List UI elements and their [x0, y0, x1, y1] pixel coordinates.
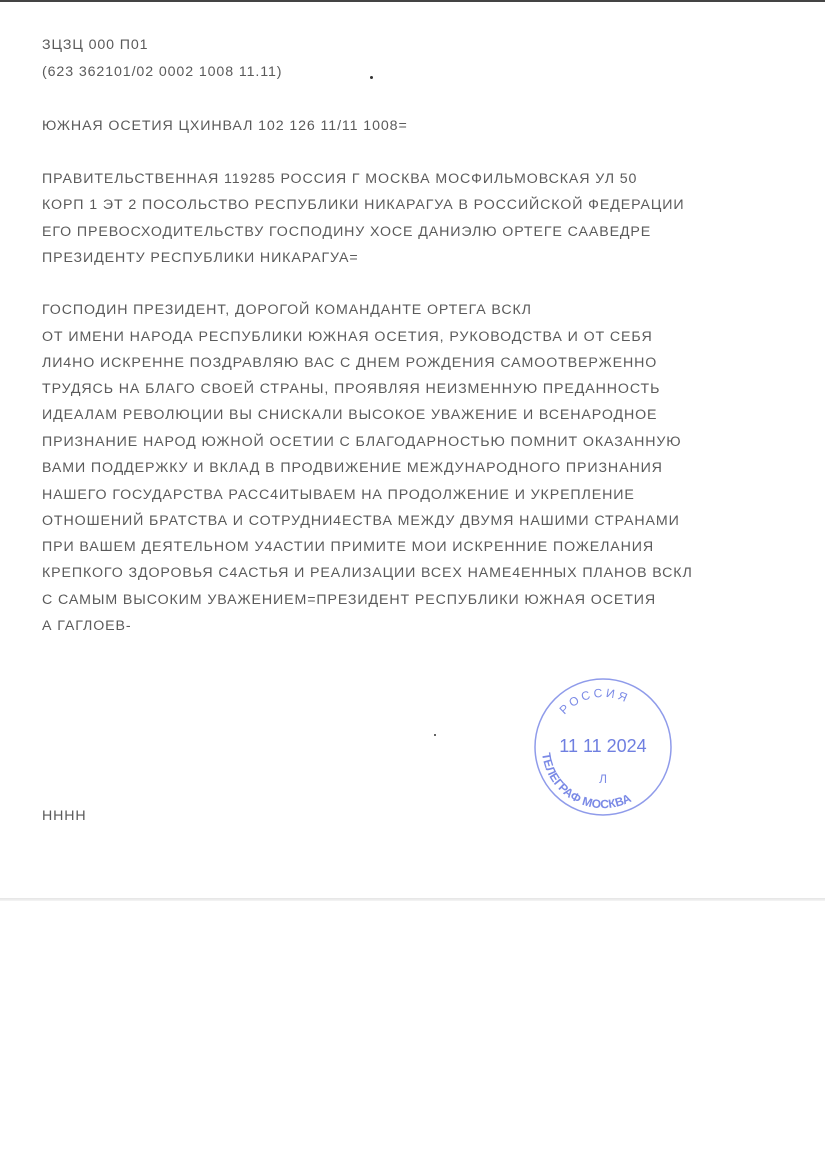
stamp-letter: Л [599, 772, 607, 786]
paper-edge [0, 898, 825, 901]
body-line: ПРИЗНАНИЕ НАРОД ЮЖНОЙ ОСЕТИИ С БЛАГОДАРНОСТЬЮ ПОМНИТ ОКАЗАННУЮ [42, 434, 682, 450]
stamp-date: 11 11 2024 [559, 736, 647, 756]
speck [434, 734, 436, 736]
header-ref: (623 362101/02 0002 1008 11.11) [42, 64, 283, 80]
address-line: ПРАВИТЕЛЬСТВЕННАЯ 119285 РОССИЯ Г МОСКВА МОСФИЛЬМОВСКАЯ УЛ 50 [42, 171, 638, 187]
address-line: ЕГО ПРЕВОСХОДИТЕЛЬСТВУ ГОСПОДИНУ ХОСЕ ДАНИЭЛЮ ОРТЕГЕ СААВЕДРЕ [42, 224, 652, 240]
postal-stamp [528, 672, 678, 822]
body-line: ГОСПОДИН ПРЕЗИДЕНТ, ДОРОГОЙ КОМАНДАНТЕ ОРТЕГА ВСКЛ [42, 302, 532, 318]
page-edge [0, 0, 825, 2]
stamp-bottom-text: ТЕЛЕГРАФ МОСКВА [539, 751, 634, 812]
origin-line: ЮЖНАЯ ОСЕТИЯ ЦХИНВАЛ 102 126 11/11 1008= [42, 118, 408, 134]
body-line: ТРУДЯСЬ НА БЛАГО СВОЕЙ СТРАНЫ, ПРОЯВЛЯЯ НЕИЗМЕННУЮ ПРЕДАННОСТЬ [42, 381, 661, 397]
body-line: ЛИ4НО ИСКРЕННЕ ПОЗДРАВЛЯЮ ВАС С ДНЕМ РОЖДЕНИЯ САМООТВЕРЖЕННО [42, 355, 658, 371]
body-line: ВАМИ ПОДДЕРЖКУ И ВКЛАД В ПРОДВИЖЕНИЕ МЕЖДУНАРОДНОГО ПРИЗНАНИЯ [42, 460, 663, 476]
address-line: ПРЕЗИДЕНТУ РЕСПУБЛИКИ НИКАРАГУА= [42, 250, 359, 266]
body-line: ОТНОШЕНИЙ БРАТСТВА И СОТРУДНИ4ЕСТВА МЕЖДУ ДВУМЯ НАШИМИ СТРАНАМИ [42, 513, 680, 529]
speck [370, 76, 373, 79]
body-line: С САМЫМ ВЫСОКИМ УВАЖЕНИЕМ=ПРЕЗИДЕНТ РЕСПУБЛИКИ ЮЖНАЯ ОСЕТИЯ [42, 592, 657, 608]
end-marker: НННН [42, 808, 87, 824]
body-line: ОТ ИМЕНИ НАРОДА РЕСПУБЛИКИ ЮЖНАЯ ОСЕТИЯ, РУКОВОДСТВА И ОТ СЕБЯ [42, 329, 653, 345]
header-code: ЗЦЗЦ 000 П01 [42, 37, 149, 53]
body-line: КРЕПКОГО ЗДОРОВЬЯ С4АСТЬЯ И РЕАЛИЗАЦИИ ВСЕХ НАМЕ4ЕННЫХ ПЛАНОВ ВСКЛ [42, 565, 693, 581]
body-line: ПРИ ВАШЕМ ДЕЯТЕЛЬНОМ У4АСТИИ ПРИМИТЕ МОИ ИСКРЕННИЕ ПОЖЕЛАНИЯ [42, 539, 655, 555]
stamp-top-text: РОССИЯ [556, 685, 633, 718]
signature-line: А ГАГЛОЕВ- [42, 618, 132, 634]
address-line: КОРП 1 ЭТ 2 ПОСОЛЬСТВО РЕСПУБЛИКИ НИКАРАГУА В РОССИЙСКОЙ ФЕДЕРАЦИИ [42, 197, 685, 213]
body-line: ИДЕАЛАМ РЕВОЛЮЦИИ ВЫ СНИСКАЛИ ВЫСОКОЕ УВАЖЕНИЕ И ВСЕНАРОДНОЕ [42, 407, 658, 423]
body-line: НАШЕГО ГОСУДАРСТВА РАСС4ИТЫВАЕМ НА ПРОДОЛЖЕНИЕ И УКРЕПЛЕНИЕ [42, 487, 635, 503]
